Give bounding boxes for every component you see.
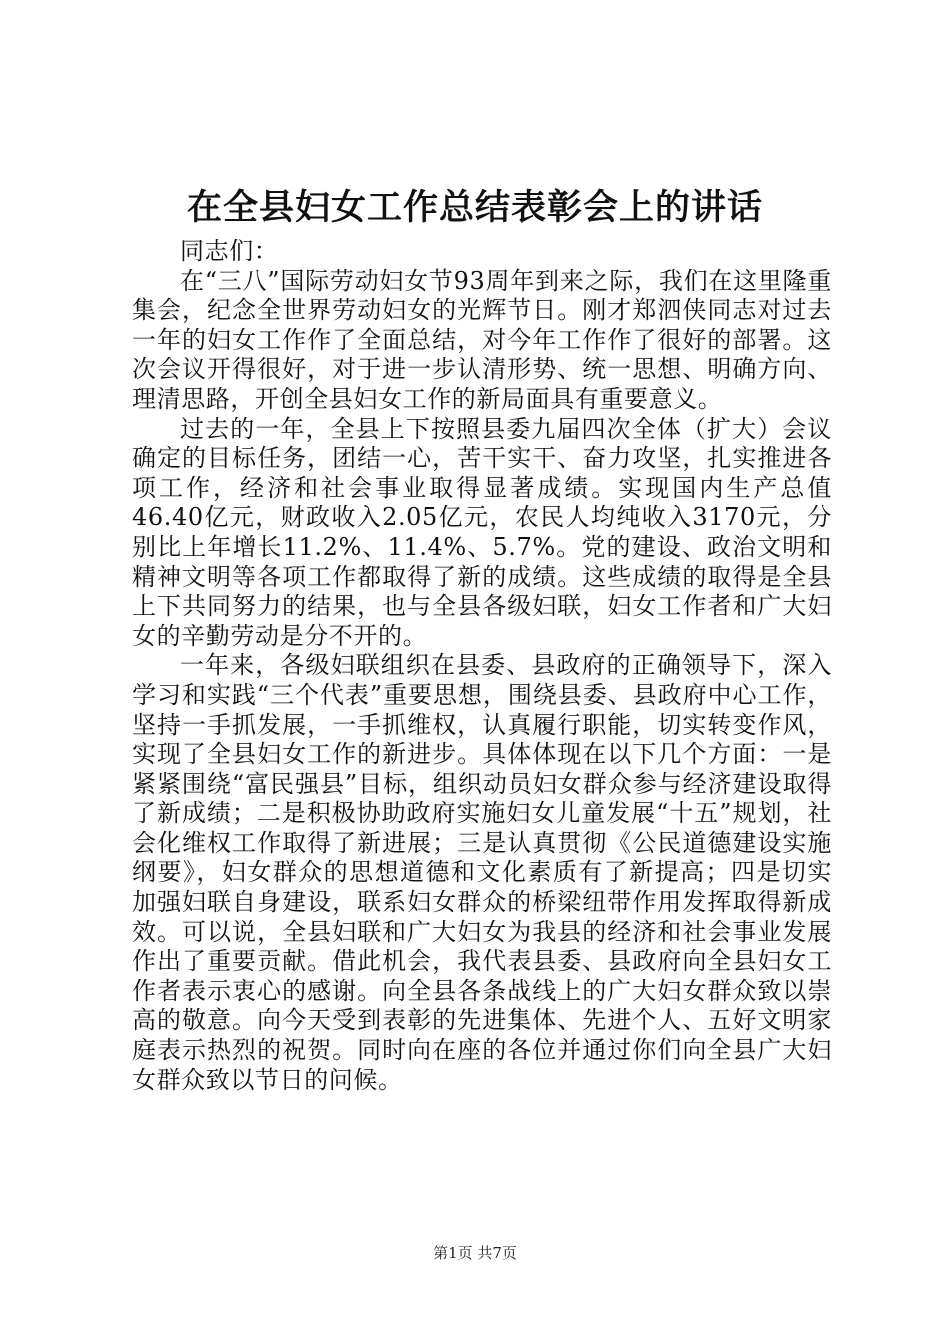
paragraph-1: 在“三八”国际劳动妇女节93周年到来之际，我们在这里隆重集会，纪念全世界劳动妇女的光辉节日。刚才郑泗侠同志对过去一年的妇女工作作了全面总结，对今年工作作了很好的部署。这次会议开得很好，对于进一步认清形势、统一思想、明确方向、理清思路，开创全县妇女工作的新局面具有重要意义。	[132, 266, 832, 413]
paragraph-3: 一年来，各级妇联组织在县委、县政府的正确领导下，深入学习和实践“三个代表”重要思想，围绕县委、县政府中心工作，坚持一手抓发展，一手抓维权，认真履行职能，切实转变作风，实现了全县妇女工作的新进步。具体体现在以下几个方面：一是紧紧围绕“富民强县”目标，组织动员妇女群众参与经济建设取得了新成绩；二是积极协助政府实施妇女儿童发展“十五”规划，社会化维权工作取得了新进展；三是认真贯彻《公民道德建设实施纲要》，妇女群众的思想道德和文化素质有了新提高；四是切实加强妇联自身建设，联系妇女群众的桥梁纽带作用发挥取得新成效。可以说，全县妇联和广大妇女为我县的经济和社会事业发展作出了重要贡献。借此机会，我代表县委、县政府向全县妇女工作者表示衷心的感谢。向全县各条战线上的广大妇女群众致以崇高的敬意。向今天受到表彰的先进集体、先进个人、五好文明家庭表示热烈的祝贺。同时向在座的各位并通过你们向全县广大妇女群众致以节日的问候。	[132, 651, 832, 1094]
paragraph-2: 过去的一年，全县上下按照县委九届四次全体（扩大）会议确定的目标任务，团结一心，苦干实干、奋力攻坚，扎实推进各项工作，经济和社会事业取得显著成绩。实现国内生产总值46.40亿元，财政收入2.05亿元，农民人均纯收入3170元，分别比上年增长11.2%、11.4%、5.7%。党的建设、政治文明和精神文明等各项工作都取得了新的成绩。这些成绩的取得是全县上下共同努力的结果，也与全县各级妇联，妇女工作者和广大妇女的辛勤劳动是分不开的。	[132, 414, 832, 650]
document-title: 在全县妇女工作总结表彰会上的讲话	[186, 187, 763, 228]
page-footer: 第1页 共7页	[433, 1244, 517, 1262]
salutation: 同志们：	[180, 237, 279, 265]
document-body	[132, 237, 832, 1095]
